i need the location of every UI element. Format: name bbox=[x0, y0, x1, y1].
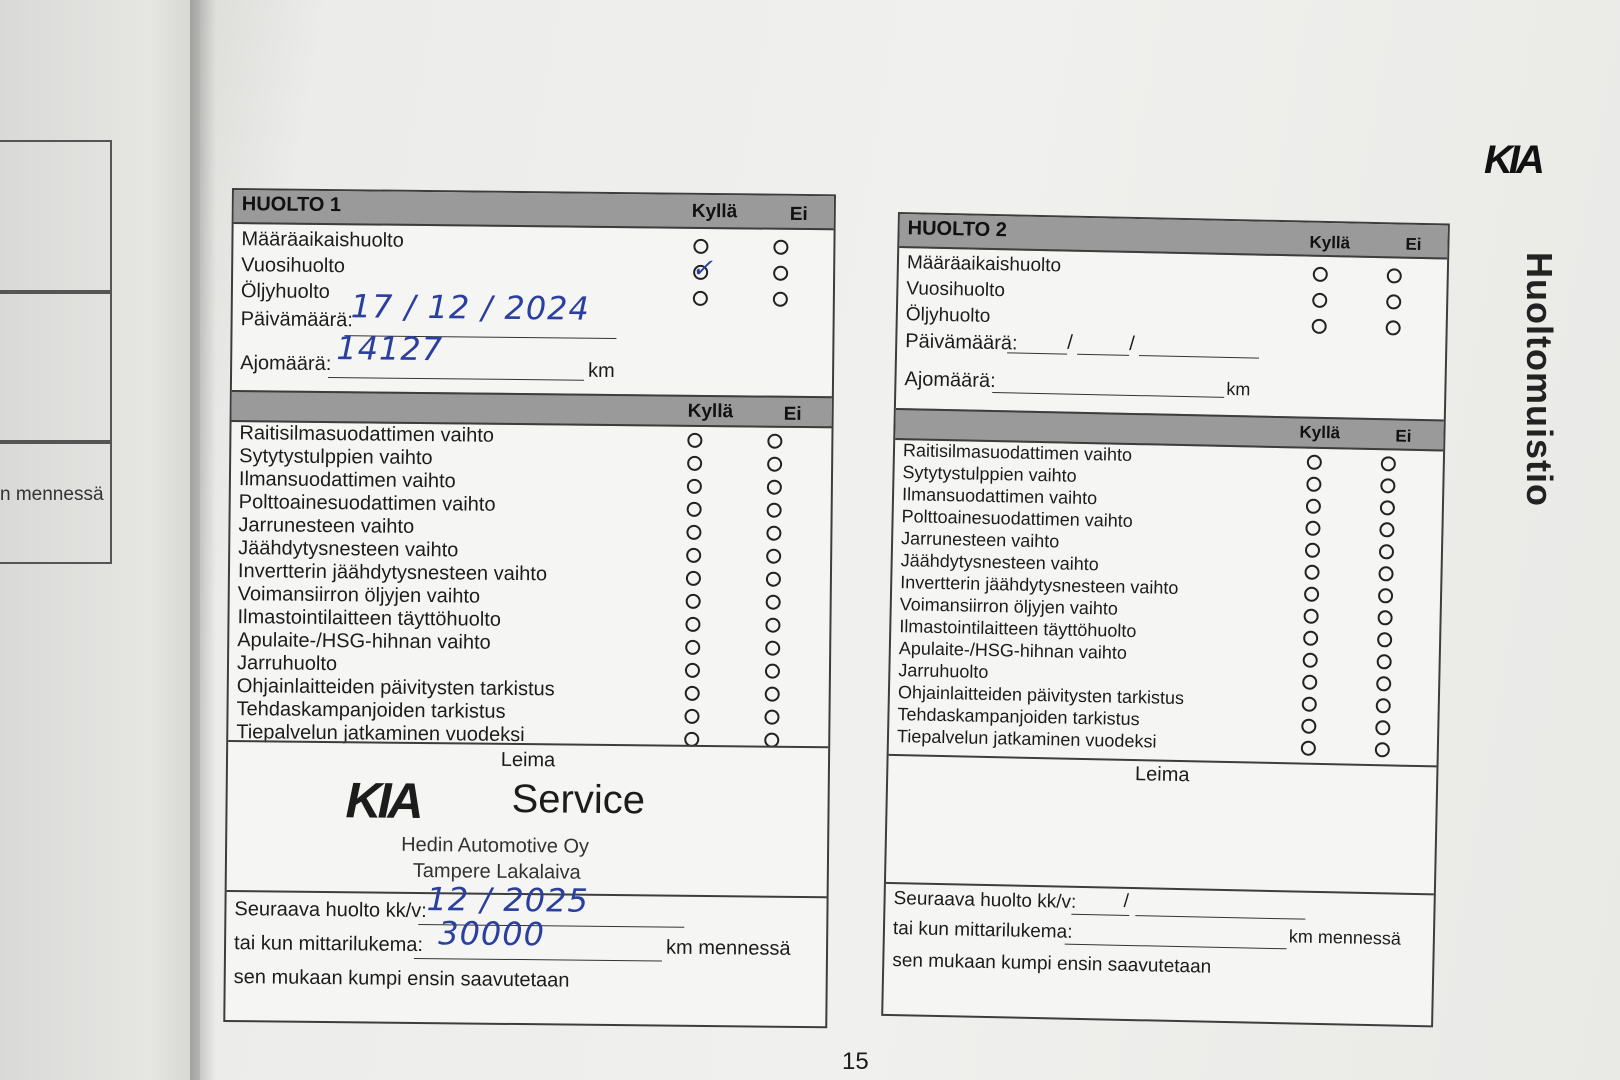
stamp-label: Leima bbox=[500, 748, 556, 772]
page-number: 15 bbox=[842, 1048, 869, 1075]
checklist-item-label: Ilmansuodattimen vaihto bbox=[238, 468, 456, 493]
checklist-item-label: Tehdaskampanjoiden tarkistus bbox=[236, 698, 506, 723]
left-page bbox=[0, 0, 215, 1080]
checklist-item-label: Voimansiirron öljyjen vaihto bbox=[899, 594, 1119, 619]
radio-no[interactable] bbox=[767, 503, 782, 518]
handwritten-check-icon: ✓ bbox=[691, 252, 714, 284]
radio-no[interactable] bbox=[1380, 478, 1395, 493]
radio-yes[interactable] bbox=[1312, 293, 1327, 308]
radio-yes[interactable] bbox=[1301, 719, 1316, 734]
service-type-label: Määräaikaishuolto bbox=[241, 228, 404, 252]
next-service-line bbox=[1135, 915, 1305, 920]
odometer-line bbox=[414, 958, 662, 962]
odometer-label: tai kun mittarilukema: bbox=[892, 918, 1073, 943]
radio-no[interactable] bbox=[773, 266, 788, 281]
col-no-label: Ei bbox=[783, 403, 802, 425]
checklist-item-label: Sytytystulppien vaihto bbox=[239, 445, 433, 470]
radio-no[interactable] bbox=[765, 641, 780, 656]
date-line bbox=[1139, 355, 1259, 359]
col-yes-label: Kyllä bbox=[1309, 232, 1351, 253]
radio-yes[interactable] bbox=[1307, 455, 1322, 470]
km-unit: km bbox=[587, 359, 615, 383]
radio-no[interactable] bbox=[1380, 500, 1395, 515]
radio-yes[interactable] bbox=[1306, 499, 1321, 514]
radio-no[interactable] bbox=[1381, 456, 1396, 471]
col-no-label: Ei bbox=[1395, 426, 1412, 446]
book-gutter bbox=[190, 0, 216, 1080]
next-service-label: Seuraava huolto kk/v: bbox=[234, 898, 427, 923]
radio-no[interactable] bbox=[1375, 720, 1390, 735]
huolto-1-header bbox=[234, 190, 834, 230]
km-unit: km bbox=[1226, 378, 1251, 400]
radio-no[interactable] bbox=[1375, 742, 1390, 757]
radio-no[interactable] bbox=[773, 240, 788, 255]
radio-no[interactable] bbox=[766, 595, 781, 610]
note: sen mukaan kumpi ensin saavutetaan bbox=[892, 950, 1212, 978]
radio-yes[interactable] bbox=[1312, 319, 1327, 334]
radio-yes[interactable] bbox=[687, 479, 702, 494]
col-yes-label: Kyllä bbox=[1299, 422, 1341, 443]
radio-yes[interactable] bbox=[1306, 477, 1321, 492]
radio-no[interactable] bbox=[1386, 320, 1401, 335]
date-label: Päivämäärä: bbox=[905, 330, 1018, 355]
radio-yes[interactable] bbox=[693, 239, 708, 254]
checklist-item-label: Invertterin jäähdytysnesteen vaihto bbox=[237, 560, 548, 586]
checklist-item-label: Ohjainlaitteiden päivitysten tarkistus bbox=[236, 675, 555, 701]
radio-no[interactable] bbox=[766, 572, 781, 587]
radio-yes[interactable] bbox=[685, 663, 700, 678]
date-separator: / bbox=[1129, 332, 1136, 355]
radio-yes[interactable] bbox=[685, 617, 700, 632]
odometer-suffix: km mennessä bbox=[665, 936, 791, 960]
odometer-handwritten: 30000 bbox=[438, 914, 546, 954]
service-type-label: Öljyhuolto bbox=[240, 280, 330, 304]
checklist-item-label: Ilmastointilaitteen täyttöhuolto bbox=[899, 616, 1137, 642]
radio-yes[interactable] bbox=[1313, 267, 1328, 282]
radio-no[interactable] bbox=[1378, 588, 1393, 603]
huolto-2-header bbox=[899, 214, 1448, 259]
checklist-item-label: Jarrunesteen vaihto bbox=[238, 514, 415, 538]
col-yes-label: Kyllä bbox=[691, 200, 738, 223]
radio-yes[interactable] bbox=[1304, 587, 1319, 602]
radio-no[interactable] bbox=[767, 480, 782, 495]
next-service-label: Seuraava huolto kk/v: bbox=[893, 888, 1077, 913]
radio-yes[interactable] bbox=[685, 640, 700, 655]
km-label: Ajomäärä: bbox=[904, 368, 996, 393]
checklist-item-label: Voimansiirron öljyjen vaihto bbox=[237, 583, 481, 608]
radio-no[interactable] bbox=[764, 710, 779, 725]
checklist-item-label: Raitisilmasuodattimen vaihto bbox=[902, 440, 1133, 465]
service-type-label: Vuosihuolto bbox=[906, 278, 1006, 302]
radio-yes[interactable] bbox=[687, 502, 702, 517]
checklist-item-label: Ohjainlaitteiden päivitysten tarkistus bbox=[897, 682, 1185, 709]
radio-no[interactable] bbox=[767, 457, 782, 472]
checklist-item-label: Tiepalvelun jatkaminen vuodeksi bbox=[896, 726, 1157, 752]
date-handwritten: 17 / 12 / 2024 bbox=[350, 287, 591, 328]
date-separator: / bbox=[1067, 331, 1074, 354]
checklist-item-label: Apulaite-/HSG-hihnan vaihto bbox=[898, 638, 1128, 663]
checklist-item-label: Jarruhuolto bbox=[898, 660, 989, 682]
checklist-item-label: Tehdaskampanjoiden tarkistus bbox=[897, 704, 1140, 730]
radio-no[interactable] bbox=[1379, 544, 1394, 559]
odometer-label: tai kun mittarilukema: bbox=[233, 932, 424, 957]
col-yes-label: Kyllä bbox=[687, 400, 734, 423]
radio-yes[interactable] bbox=[1305, 543, 1320, 558]
kia-logo-icon: KIA bbox=[1484, 138, 1541, 182]
date-label: Päivämäärä: bbox=[240, 308, 354, 332]
radio-yes[interactable] bbox=[687, 433, 702, 448]
checklist-item-label: Jarruhuolto bbox=[236, 652, 338, 676]
radio-no[interactable] bbox=[765, 687, 780, 702]
radio-yes[interactable] bbox=[1305, 521, 1320, 536]
radio-yes[interactable] bbox=[686, 594, 701, 609]
km-handwritten: 14127 bbox=[336, 329, 444, 369]
checklist-item-label: Jäähdytysnesteen vaihto bbox=[900, 550, 1100, 575]
side-title: Huoltomuistio bbox=[1519, 252, 1560, 507]
stamp-label: Leima bbox=[1134, 763, 1190, 787]
km-label: Ajomäärä: bbox=[240, 352, 332, 376]
checklist-item-label: Ilmastointilaitteen täyttöhuolto bbox=[237, 606, 502, 631]
service-type-label: Määräaikaishuolto bbox=[906, 252, 1062, 277]
radio-no[interactable] bbox=[1386, 294, 1401, 309]
km-line bbox=[992, 392, 1224, 398]
huolto-2-title: HUOLTO 2 bbox=[907, 217, 1008, 242]
radio-no[interactable] bbox=[1387, 268, 1402, 283]
radio-yes[interactable] bbox=[1304, 565, 1319, 580]
checklist-item-label: Tiepalvelun jatkaminen vuodeksi bbox=[236, 721, 525, 747]
radio-yes[interactable] bbox=[686, 548, 701, 563]
radio-yes[interactable] bbox=[1303, 653, 1318, 668]
date-line bbox=[1077, 354, 1129, 356]
left-page-text: n mennessä bbox=[0, 484, 104, 505]
radio-no[interactable] bbox=[773, 292, 788, 307]
radio-no[interactable] bbox=[765, 664, 780, 679]
next-service-line bbox=[1071, 914, 1129, 916]
checklist-item-label: Ilmansuodattimen vaihto bbox=[901, 484, 1098, 509]
checklist-item-label: Polttoainesuodattimen vaihto bbox=[901, 506, 1133, 531]
left-page-box bbox=[0, 140, 112, 294]
huolto-1-card bbox=[223, 188, 836, 1028]
huolto-2-card bbox=[881, 212, 1450, 1027]
radio-yes[interactable] bbox=[687, 456, 702, 471]
radio-yes[interactable] bbox=[684, 709, 699, 724]
radio-yes[interactable] bbox=[1303, 609, 1318, 624]
radio-no[interactable] bbox=[1376, 698, 1391, 713]
kia-logo-icon: KIA bbox=[345, 772, 420, 829]
next-service-separator: / bbox=[1123, 890, 1130, 912]
stamp-service: Service bbox=[511, 776, 646, 823]
huolto-1-title: HUOLTO 1 bbox=[241, 193, 342, 217]
radio-no[interactable] bbox=[1377, 632, 1392, 647]
radio-yes[interactable] bbox=[686, 525, 701, 540]
checklist-item-label: Apulaite-/HSG-hihnan vaihto bbox=[237, 629, 491, 654]
radio-yes[interactable] bbox=[1303, 631, 1318, 646]
radio-yes[interactable] bbox=[1302, 675, 1317, 690]
service-type-label: Vuosihuolto bbox=[241, 254, 346, 278]
radio-no[interactable] bbox=[766, 549, 781, 564]
checklist-item-label: Jarrunesteen vaihto bbox=[900, 528, 1060, 552]
radio-no[interactable] bbox=[1378, 566, 1393, 581]
stamp-company: Hedin Automotive Oy bbox=[401, 833, 590, 858]
km-line bbox=[328, 377, 584, 381]
radio-no[interactable] bbox=[765, 618, 780, 633]
service-type-label: Öljyhuolto bbox=[905, 304, 991, 327]
odometer-line bbox=[1065, 944, 1287, 950]
stamp-location: Tampere Lakalaiva bbox=[412, 859, 581, 884]
radio-no[interactable] bbox=[1376, 676, 1391, 691]
note: sen mukaan kumpi ensin saavutetaan bbox=[233, 966, 570, 992]
radio-no[interactable] bbox=[1377, 610, 1392, 625]
radio-yes[interactable] bbox=[1302, 697, 1317, 712]
col-no-label: Ei bbox=[789, 203, 808, 226]
radio-yes[interactable] bbox=[686, 571, 701, 586]
radio-no[interactable] bbox=[766, 526, 781, 541]
checklist-item-label: Sytytystulppien vaihto bbox=[902, 462, 1077, 486]
checklist-item-label: Invertterin jäähdytysnesteen vaihto bbox=[900, 572, 1179, 598]
odometer-suffix: km mennessä bbox=[1288, 926, 1402, 949]
radio-yes[interactable] bbox=[685, 686, 700, 701]
col-no-label: Ei bbox=[1405, 234, 1422, 254]
left-page-box bbox=[0, 290, 112, 444]
radio-no[interactable] bbox=[1377, 654, 1392, 669]
next-service-handwritten: 12 / 2025 bbox=[426, 880, 590, 920]
checklist-item-label: Polttoainesuodattimen vaihto bbox=[238, 491, 496, 516]
checklist-item-label: Raitisilmasuodattimen vaihto bbox=[239, 422, 495, 447]
radio-no[interactable] bbox=[1379, 522, 1394, 537]
radio-yes[interactable] bbox=[1301, 741, 1316, 756]
radio-yes[interactable] bbox=[693, 291, 708, 306]
radio-no[interactable] bbox=[767, 434, 782, 449]
checklist-item-label: Jäähdytysnesteen vaihto bbox=[238, 537, 459, 562]
